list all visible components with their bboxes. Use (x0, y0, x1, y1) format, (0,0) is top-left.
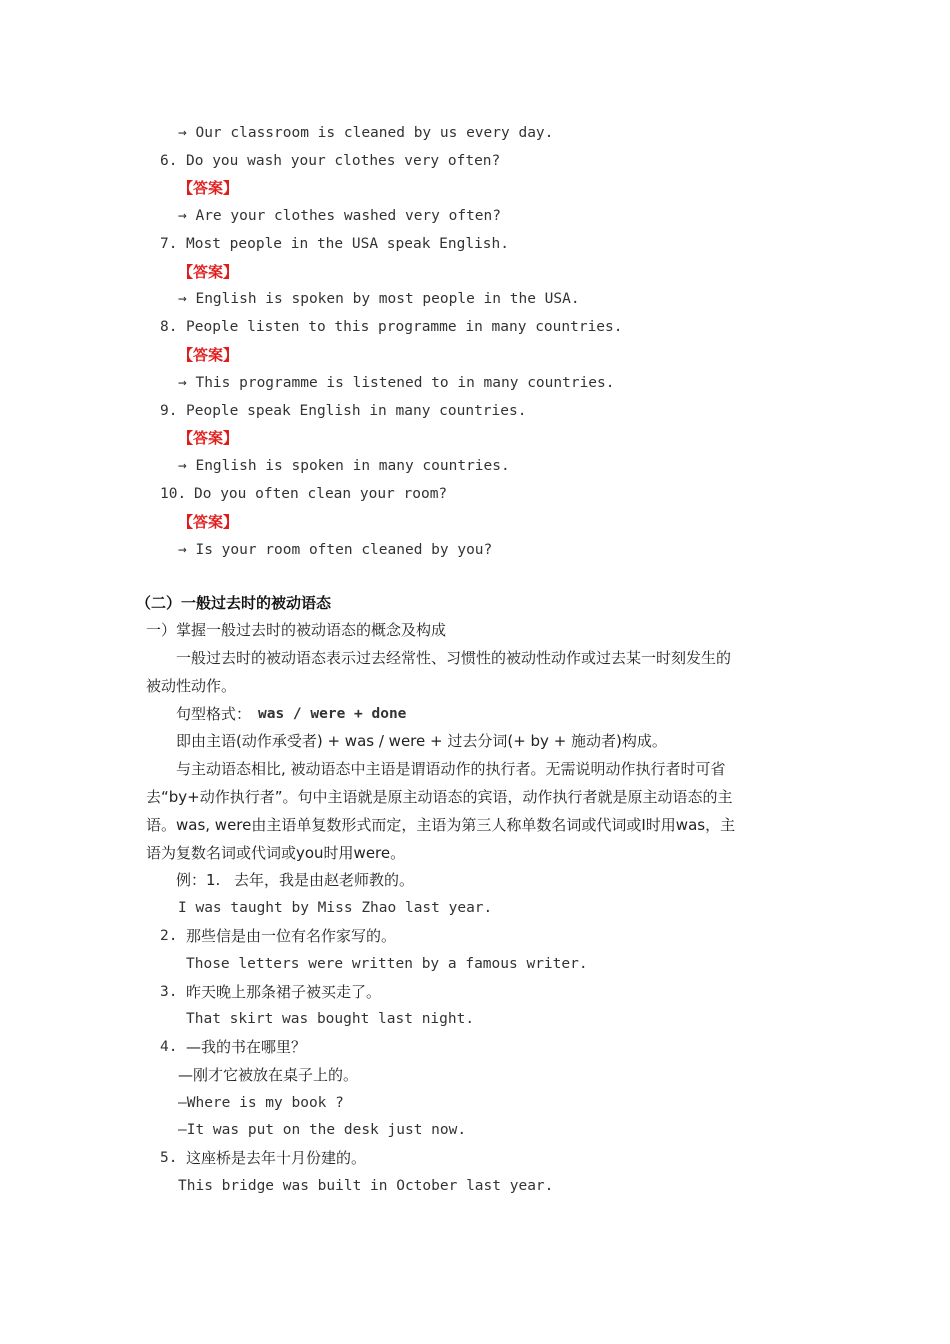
question-9: People speak English in many countries. (186, 403, 527, 419)
example-2-english: Those letters were written by a famous writer. (186, 956, 588, 972)
answer-label-7: 【答案】 (178, 263, 239, 281)
answer-label-6: 【答案】 (178, 179, 239, 197)
answer-line-7: → English is spoken by most people in the USA. (178, 291, 580, 307)
question-10: Do you often clean your room? (194, 486, 448, 502)
pattern-value: was / were + done (258, 706, 407, 722)
pattern-label: 句型格式： (176, 705, 252, 723)
question-number-9: 9. (160, 403, 178, 419)
question-8: People listen to this programme in many countries. (186, 319, 623, 335)
question-number-7: 7. (160, 236, 178, 252)
answer-label-8: 【答案】 (178, 346, 239, 364)
example-4-chinese-2: —刚才它被放在桌子上的。 (178, 1066, 359, 1084)
question-number-6: 6. (160, 153, 178, 169)
example-4-english-1: —Where is my book ? (178, 1095, 344, 1111)
answer-line-8: → This programme is listened to in many countries. (178, 375, 615, 391)
paragraph-2-line-4: 语为复数名词或代词或you时用were。 (146, 844, 406, 862)
answer-line-5: → Our classroom is cleaned by us every day. (178, 125, 554, 141)
structure-line: 即由主语(动作承受者) + was / were + 过去分词(+ by + 施动者)构成。 (176, 732, 667, 750)
question-number-10: 10. (160, 486, 187, 502)
example-5-english: This bridge was built in October last year. (178, 1178, 554, 1194)
example-4-english-2: —It was put on the desk just now. (178, 1122, 467, 1138)
example-1-prefix: 例：1. (176, 871, 221, 889)
example-2-chinese: 那些信是由一位有名作家写的。 (186, 927, 397, 945)
question-7: Most people in the USA speak English. (186, 236, 510, 252)
answer-line-9: → English is spoken in many countries. (178, 458, 510, 474)
paragraph-2-line-3: 语。was, were由主语单复数形式而定，主语为第三人称单数名词或代词或I时用was，主 (146, 816, 736, 834)
example-1-chinese: 去年，我是由赵老师教的。 (234, 871, 415, 889)
example-4-chinese-1: —我的书在哪里？ (186, 1038, 307, 1056)
example-3-english: That skirt was bought last night. (186, 1011, 475, 1027)
example-1-english: I was taught by Miss Zhao last year. (178, 900, 493, 916)
example-3-chinese: 昨天晚上那条裙子被买走了。 (186, 983, 382, 1001)
answer-line-6: → Are your clothes washed very often? (178, 208, 502, 224)
answer-label-10: 【答案】 (178, 513, 239, 531)
example-4-number: 4. (160, 1039, 178, 1055)
example-2-number: 2. (160, 928, 178, 944)
example-5-number: 5. (160, 1150, 178, 1166)
paragraph-1-line-1: 一般过去时的被动语态表示过去经常性、习惯性的被动性动作或过去某一时刻发生的 (176, 649, 732, 667)
question-6: Do you wash your clothes very often? (186, 153, 501, 169)
paragraph-2-line-2: 去“by+动作执行者”。句中主语就是原主动语态的宾语，动作执行者就是原主动语态的主 (146, 788, 733, 806)
paragraph-1-line-2: 被动性动作。 (146, 677, 237, 695)
example-5-chinese: 这座桥是去年十月份建的。 (186, 1149, 367, 1167)
paragraph-2-line-1: 与主动语态相比, 被动语态中主语是谓语动作的执行者。无需说明动作执行者时可省 (176, 760, 726, 778)
example-3-number: 3. (160, 984, 178, 1000)
section-title: （二）一般过去时的被动语态 (136, 594, 332, 612)
answer-label-9: 【答案】 (178, 429, 239, 447)
section-subtitle: 一）掌握一般过去时的被动语态的概念及构成 (146, 621, 447, 639)
question-number-8: 8. (160, 319, 178, 335)
answer-line-10: → Is your room often cleaned by you? (178, 542, 493, 558)
